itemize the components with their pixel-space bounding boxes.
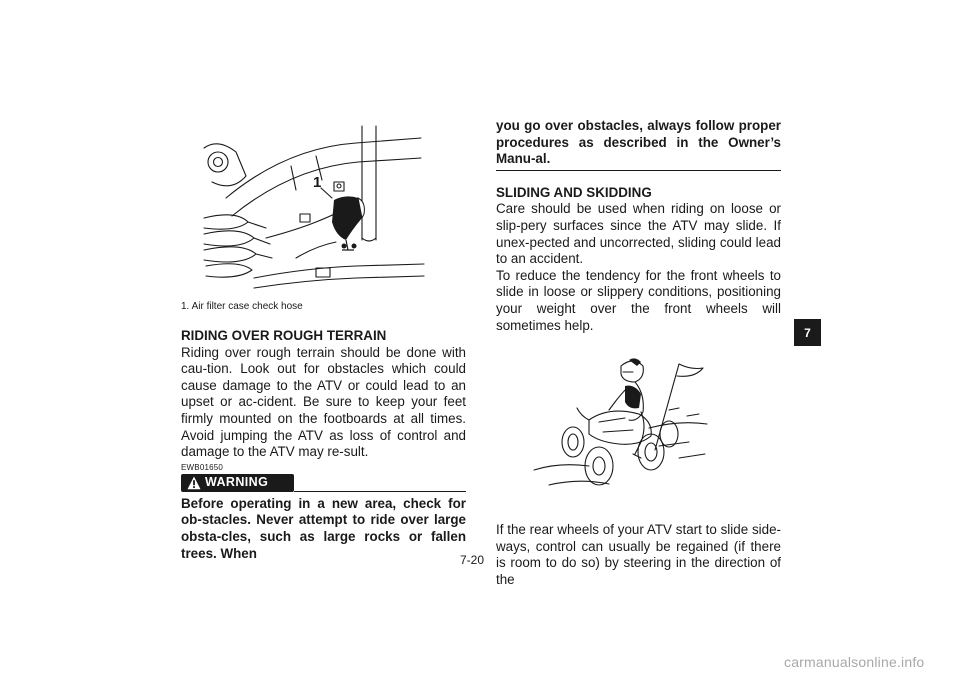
warning-icon <box>187 476 201 490</box>
left-column <box>181 118 466 562</box>
right-column <box>496 118 781 589</box>
section-heading-rough-terrain: RIDING OVER ROUGH TERRAIN <box>181 328 387 343</box>
air-filter-hose-illustration <box>196 118 426 296</box>
atv-rider-illustration <box>529 350 709 510</box>
sliding-paragraph-2: To reduce the tendency for the front wheels to slide in loose or slippery conditions, positioning your weight over the front wheels will sometimes help. <box>496 267 781 333</box>
sliding-paragraph-1: Care should be used when riding on loose or slip-pery surfaces since the ATV may slide. If unex-pected and uncorrected, sliding could lead to an accident. <box>496 201 781 267</box>
chapter-tab: 7 <box>794 319 821 346</box>
warning-text-continued: you go over obstacles, always follow proper procedures as described in the Owner’s Manu-al. <box>496 118 781 167</box>
warning-rule <box>294 491 466 492</box>
warning-badge <box>181 474 294 492</box>
air-filter-hose-drawing <box>196 118 426 296</box>
warning-text: Before operating in a new area, check for ob-stacles. Never attempt to ride over large obsta-cles, such as large rocks or fallen trees. When <box>181 495 466 561</box>
sliding-paragraph-3: If the rear wheels of your ATV start to slide side-ways, control can usually be regained (if there is room to do so) by steering in the direction of the <box>496 522 781 587</box>
figure-caption: 1. Air filter case check hose <box>181 301 303 312</box>
rough-terrain-paragraph: Riding over rough terrain should be done with cau-tion. Look out for obstacles which could cause damage to the ATV or could lead to an upset or ac-cident. Be sure to keep your feet firmly mounted on the footboards at all times. Avoid jumping the ATV as loss of control and damage to the ATV may re-sult. <box>181 344 466 460</box>
warning-end-rule <box>496 170 781 171</box>
section-heading-sliding: SLIDING AND SKIDDING <box>496 184 652 200</box>
warning-label: WARNING <box>205 475 269 490</box>
warning-header <box>181 474 466 493</box>
figure-callout: 1 <box>313 174 322 191</box>
warning-code: EWB01650 <box>181 462 224 472</box>
page-number: 7-20 <box>460 553 485 567</box>
atv-rider-drawing <box>529 350 709 510</box>
watermark: carmanualsonline.info <box>784 654 925 670</box>
